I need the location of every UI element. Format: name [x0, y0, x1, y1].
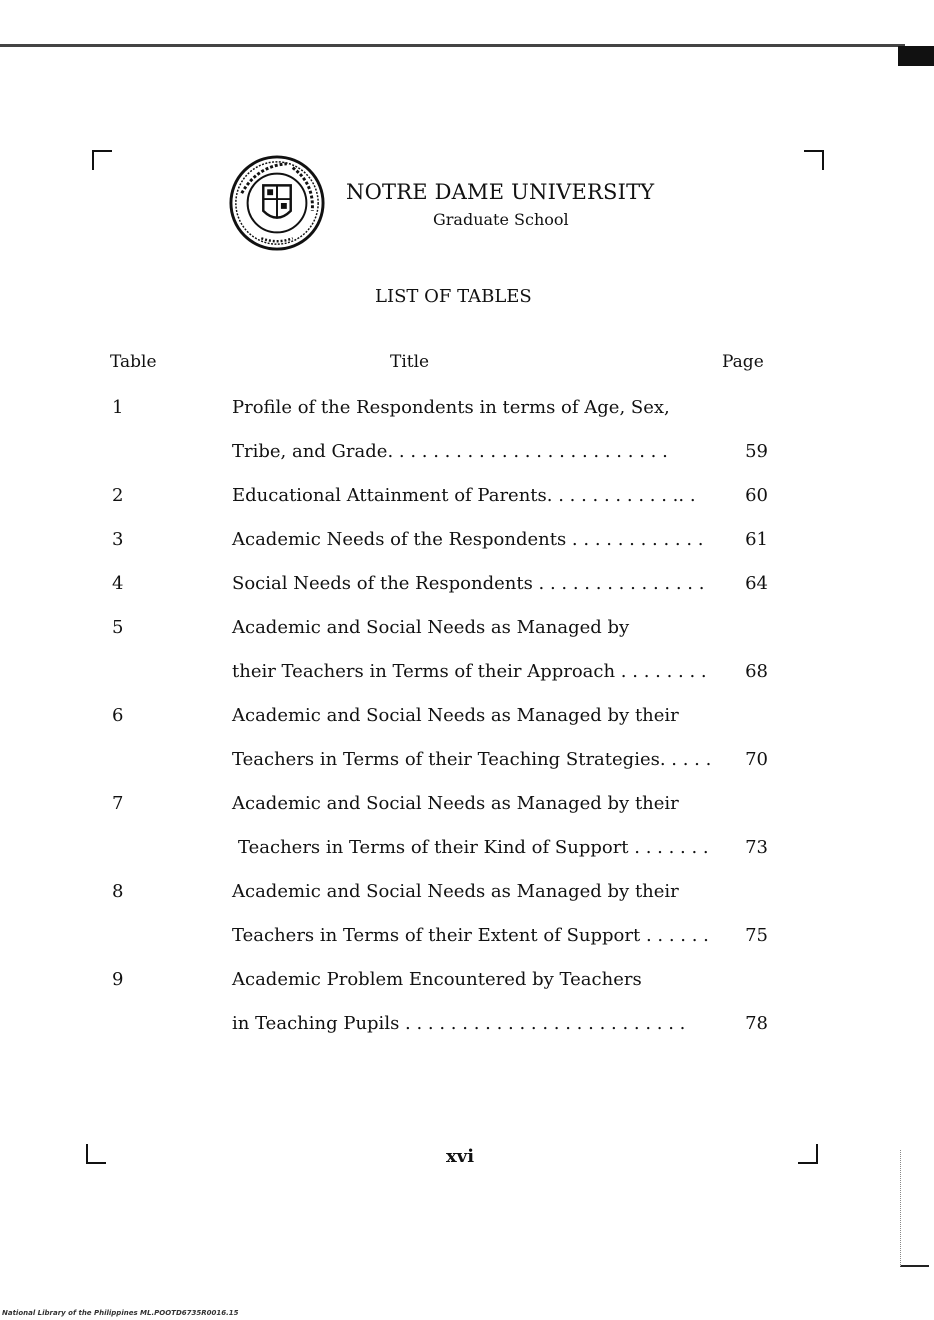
table-title-line: Teachers in Terms of their Teaching Strategies. . . . . — [232, 749, 712, 770]
university-name: NOTRE DAME UNIVERSITY — [346, 180, 655, 204]
table-title-line: Academic and Social Needs as Managed by — [232, 617, 630, 638]
table-number: 1 — [112, 397, 124, 418]
table-title-line: Academic Needs of the Respondents . . . . . . . . . . . . — [232, 529, 704, 550]
table-number: 8 — [112, 881, 124, 902]
column-header-page: Page — [722, 352, 764, 372]
table-page-number: 68 — [745, 661, 768, 682]
crop-mark-bottom-right — [798, 1144, 818, 1164]
scan-top-edge — [0, 44, 905, 47]
scan-edge-block — [898, 46, 934, 66]
table-title-line: Educational Attainment of Parents. . . . . . . . . . . .. . — [232, 485, 696, 506]
crop-mark-top-left — [92, 150, 112, 170]
table-number: 9 — [112, 969, 124, 990]
table-number: 2 — [112, 485, 124, 506]
table-title-line: Profile of the Respondents in terms of Age, Sex, — [232, 397, 670, 418]
school-name: Graduate School — [433, 210, 569, 229]
table-page-number: 59 — [745, 441, 768, 462]
table-title-line: Social Needs of the Respondents . . . . . . . . . . . . . . . — [232, 573, 705, 594]
table-title-line: Tribe, and Grade. . . . . . . . . . . . . . . . . . . . . . . . . — [232, 441, 668, 462]
table-number: 5 — [112, 617, 124, 638]
table-title-line: Academic and Social Needs as Managed by their — [232, 705, 679, 726]
page-title: LIST OF TABLES — [375, 286, 532, 307]
university-seal-icon — [228, 154, 326, 252]
table-title-line: Academic Problem Encountered by Teachers — [232, 969, 642, 990]
scan-margin-marks — [900, 1150, 929, 1267]
crop-mark-top-right — [804, 150, 824, 170]
page-number: xvi — [446, 1146, 475, 1167]
table-page-number: 73 — [745, 837, 768, 858]
column-header-title: Title — [390, 352, 430, 372]
table-page-number: 75 — [745, 925, 768, 946]
table-page-number: 78 — [745, 1013, 768, 1034]
column-header-table: Table — [110, 352, 157, 372]
table-title-line: Teachers in Terms of their Extent of Support . . . . . . — [232, 925, 709, 946]
table-page-number: 61 — [745, 529, 768, 550]
table-title-line: their Teachers in Terms of their Approach . . . . . . . . — [232, 661, 707, 682]
table-number: 6 — [112, 705, 124, 726]
table-number: 3 — [112, 529, 124, 550]
table-title-line: in Teaching Pupils . . . . . . . . . . . . . . . . . . . . . . . . . — [232, 1013, 686, 1034]
table-title-line: Teachers in Terms of their Kind of Support . . . . . . . — [238, 837, 709, 858]
table-number: 7 — [112, 793, 124, 814]
table-page-number: 64 — [745, 573, 768, 594]
table-page-number: 70 — [745, 749, 768, 770]
table-page-number: 60 — [745, 485, 768, 506]
table-title-line: Academic and Social Needs as Managed by their — [232, 881, 679, 902]
table-title-line: Academic and Social Needs as Managed by their — [232, 793, 679, 814]
table-number: 4 — [112, 573, 124, 594]
library-imprint: National Library of the Philippines ML.POOTD6735R0016.15 — [2, 1309, 239, 1317]
crop-mark-bottom-left — [86, 1144, 106, 1164]
